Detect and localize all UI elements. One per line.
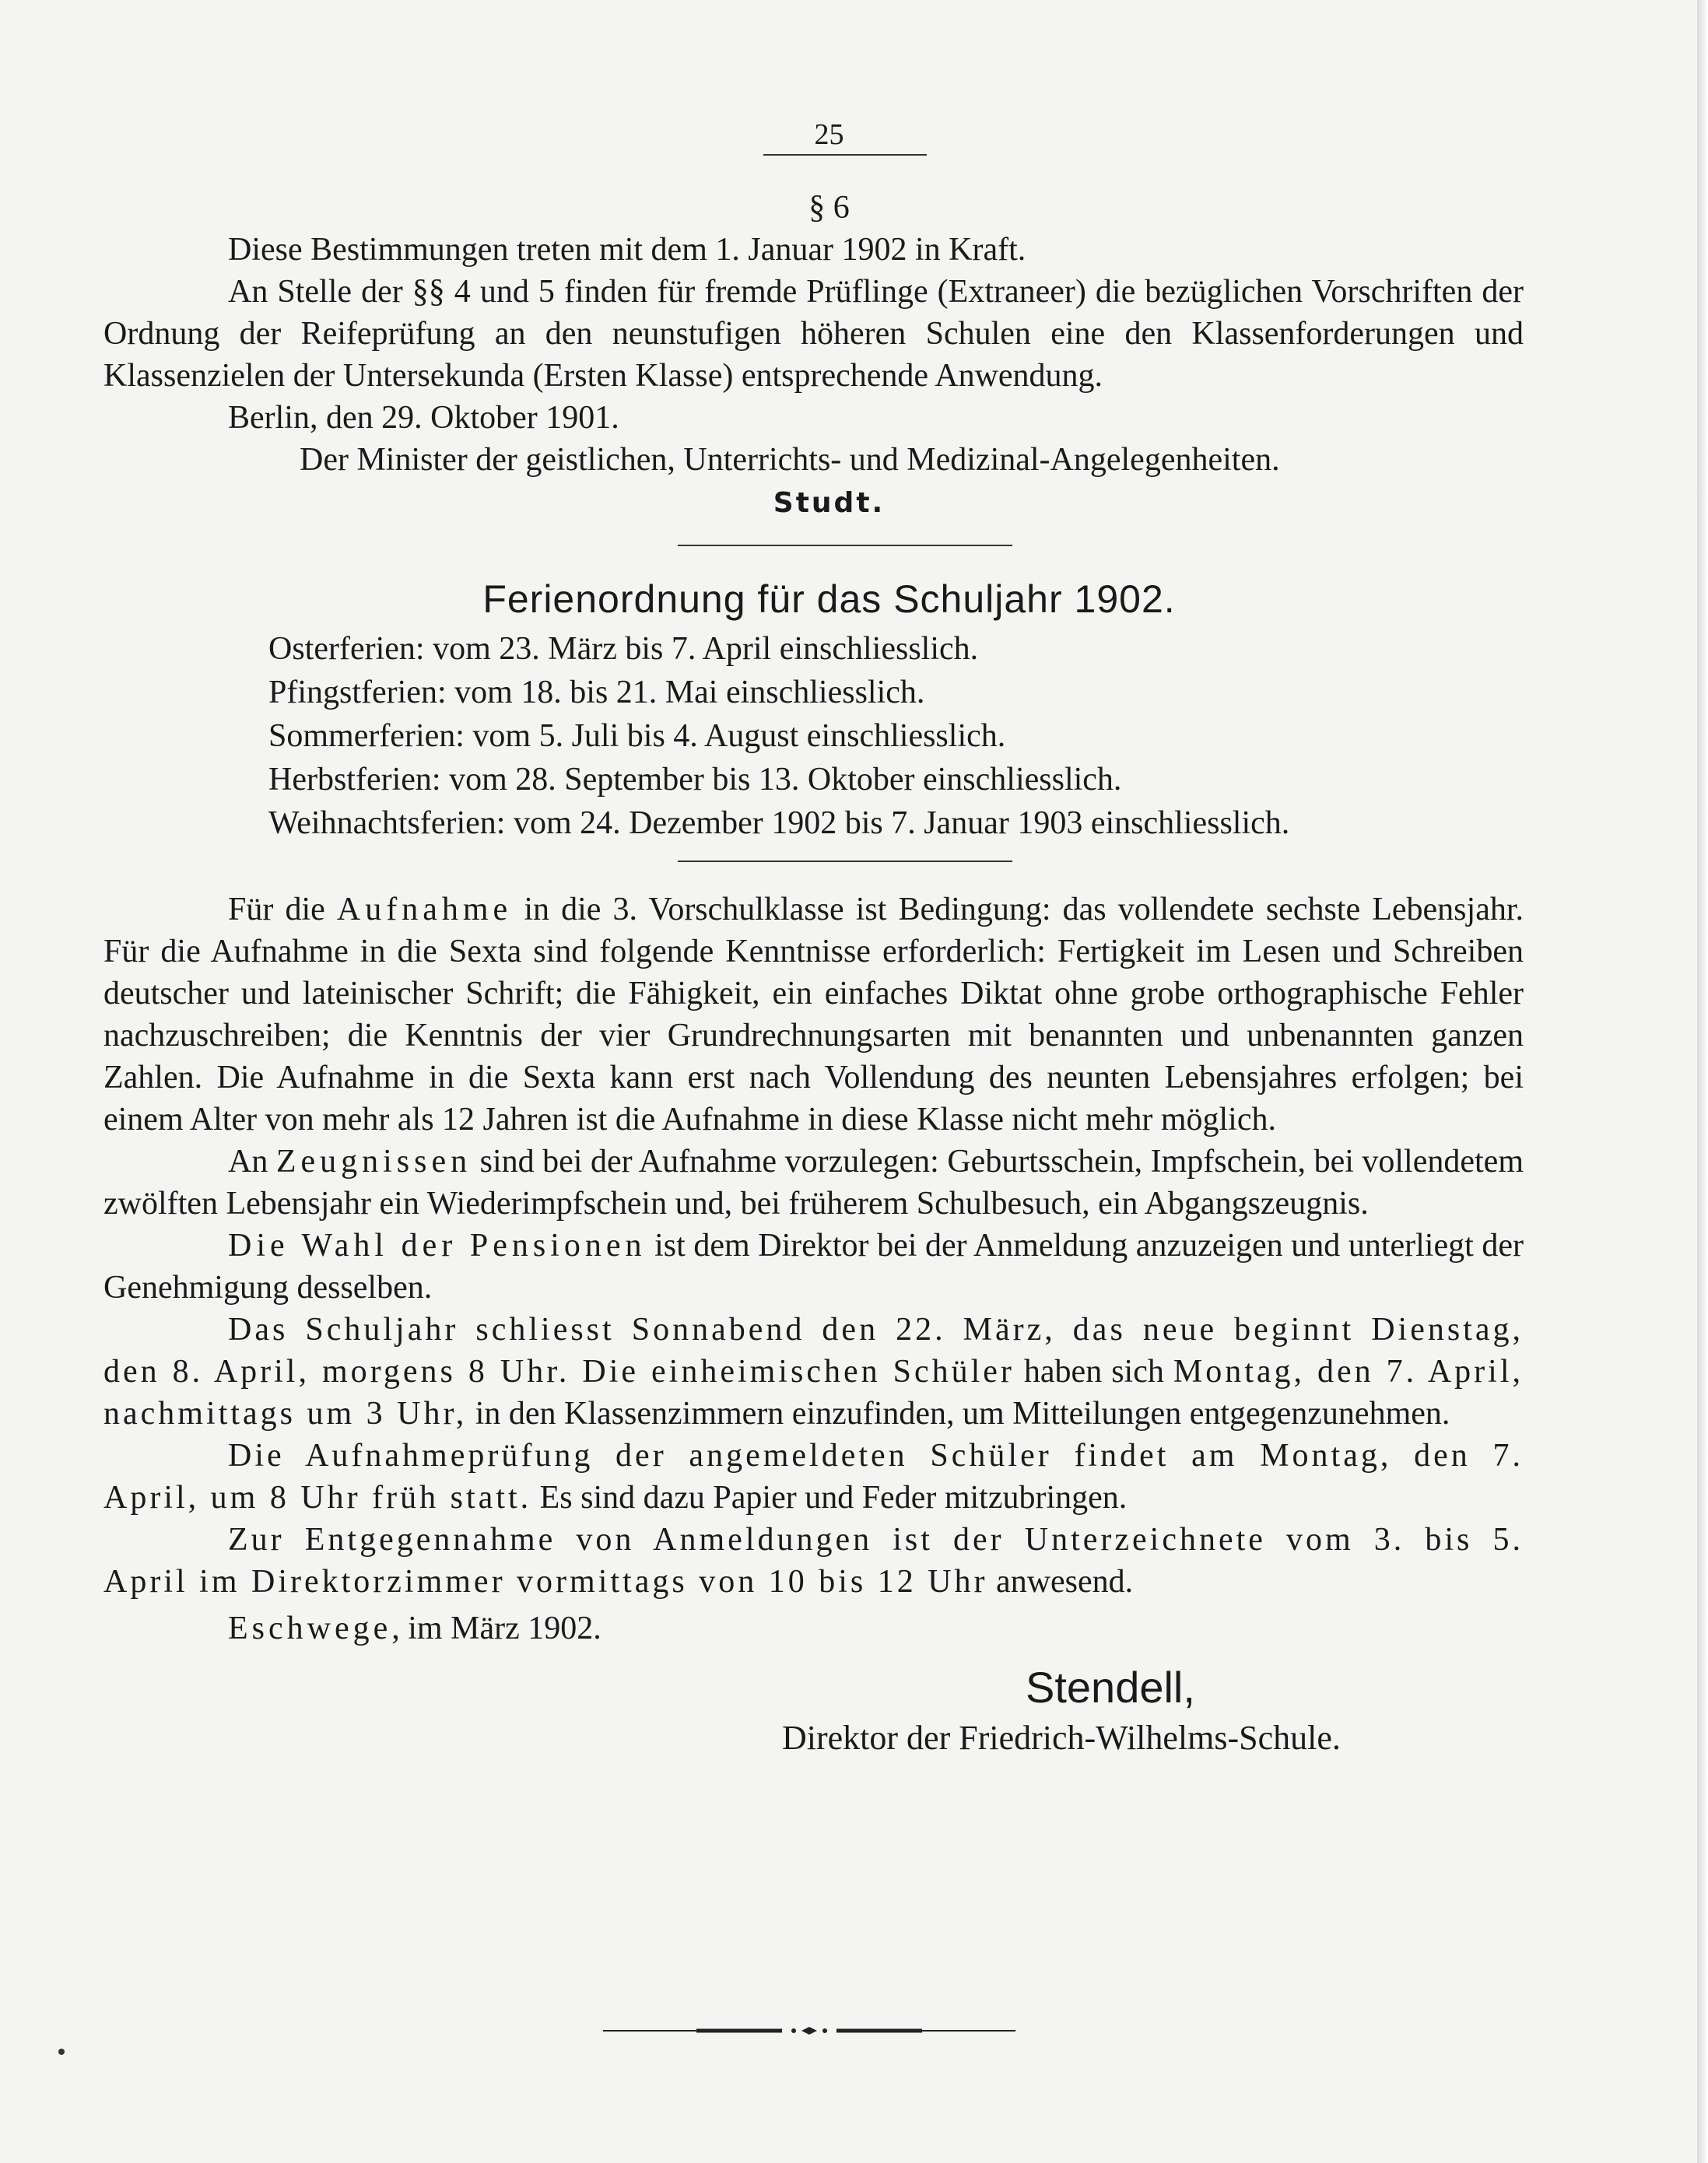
ornament-rule (603, 2026, 1015, 2035)
ink-speck (58, 2049, 65, 2055)
divider-rule (678, 545, 1012, 546)
header-rule (763, 154, 927, 156)
decree-place-date: Berlin, den 29. Oktober 1901. (228, 400, 619, 436)
holiday-item: Sommerferien: vom 5. Juli bis 4. August einschliesslich. (268, 718, 1006, 754)
scan-edge (1697, 0, 1708, 2163)
holiday-item: Pfingstferien: vom 18. bis 21. Mai einschliesslich. (268, 675, 925, 710)
admission-paragraph-3: Die Wahl der Pensionen ist dem Direktor bei der Anmeldung anzuzeigen und unterliegt der Genehmigung desselben. (103, 1228, 1524, 1306)
holidays-heading: Ferienordnung für das Schuljahr 1902. (482, 577, 1176, 621)
holidays-list (268, 627, 1524, 845)
decree-signature: Studt. (773, 487, 886, 519)
admission-paragraph-1: Für die Aufnahme in die 3. Vorschulklasse ist Bedingung: das vollendete sechste Lebensjahr. Für die Aufnahme in die Sexta sind folgende Kenntnisse erforderlich: Fertigkeit im Lesen und Schreiben deutscher und lateinischer Schrift; die Fähigkeit, ein einfaches Diktat ohne grobe orthographische Fehler nachzuschreiben; die Kenntnis der vier Grundrechnungsarten mit benannten und unbenannten ganzen Zahlen. Die Aufnahme in die Sexta kann erst nach Vollendung des neunten Lebensjahres erfolgen; bei einem Alter von mehr als 12 Jahren ist die Aufnahme in diese Klasse nicht mehr möglich. (103, 892, 1524, 1138)
page-number: 25 (814, 118, 844, 151)
admission-paragraph-6: Zur Entgegennahme von Anmeldungen ist der Unterzeichnete vom 3. bis 5. April im Direktorzimmer vormittags von 10 bis 12 Uhr anwesend. (103, 1522, 1524, 1600)
holiday-item: Weihnachtsferien: vom 24. Dezember 1902 bis 7. Januar 1903 einschliesslich. (268, 805, 1290, 841)
admission-paragraph-2: An Zeugnissen sind bei der Aufnahme vorzulegen: Geburtsschein, Impfschein, bei vollendetem zwölften Lebensjahr ein Wiederimpfschein und, bei früherem Schulbesuch, ein Abgangszeugnis. (103, 1144, 1524, 1222)
decree-minister: Der Minister der geistlichen, Unterrichts- und Medizinal-Angelegenheiten. (300, 442, 1280, 478)
decree-paragraph-2: An Stelle der §§ 4 und 5 finden für fremde Prüflinge (Extraneer) die bezüglichen Vorschriften der Ordnung der Reifeprüfung an den neunstufigen höheren Schulen eine den Klassenforderungen und Klassenzielen der Untersekunda (Ersten Klasse) entsprechende Anwendung. (103, 274, 1524, 394)
holiday-item: Osterferien: vom 23. März bis 7. April einschliesslich. (268, 631, 979, 667)
section-sign: § 6 (808, 190, 850, 226)
divider-rule (678, 861, 1012, 862)
decree-paragraph-1: Diese Bestimmungen treten mit dem 1. Januar 1902 in Kraft. (228, 232, 1026, 268)
admission-paragraph-5: Die Aufnahmeprüfung der angemeldeten Schüler findet am Montag, den 7. April, um 8 Uhr früh statt. Es sind dazu Papier und Feder mitzubringen. (103, 1438, 1524, 1516)
signatory-name: Stendell, (1026, 1663, 1195, 1712)
closing-place-date: Eschwege, im März 1902. (228, 1611, 601, 1646)
document-page (103, 117, 1524, 1762)
holiday-item: Herbstferien: vom 28. September bis 13. Oktober einschliesslich. (268, 762, 1122, 798)
admission-paragraph-4: Das Schuljahr schliesst Sonnabend den 22. März, das neue beginnt Dienstag, den 8. April, morgens 8 Uhr. Die einheimischen Schüler haben sich Montag, den 7. April, nachmittags um 3 Uhr, in den Klassenzimmern einzufinden, um Mitteilungen entgegenzunehmen. (103, 1312, 1524, 1432)
signatory-title: Direktor der Friedrich-Wilhelms-Schule. (782, 1719, 1341, 1757)
